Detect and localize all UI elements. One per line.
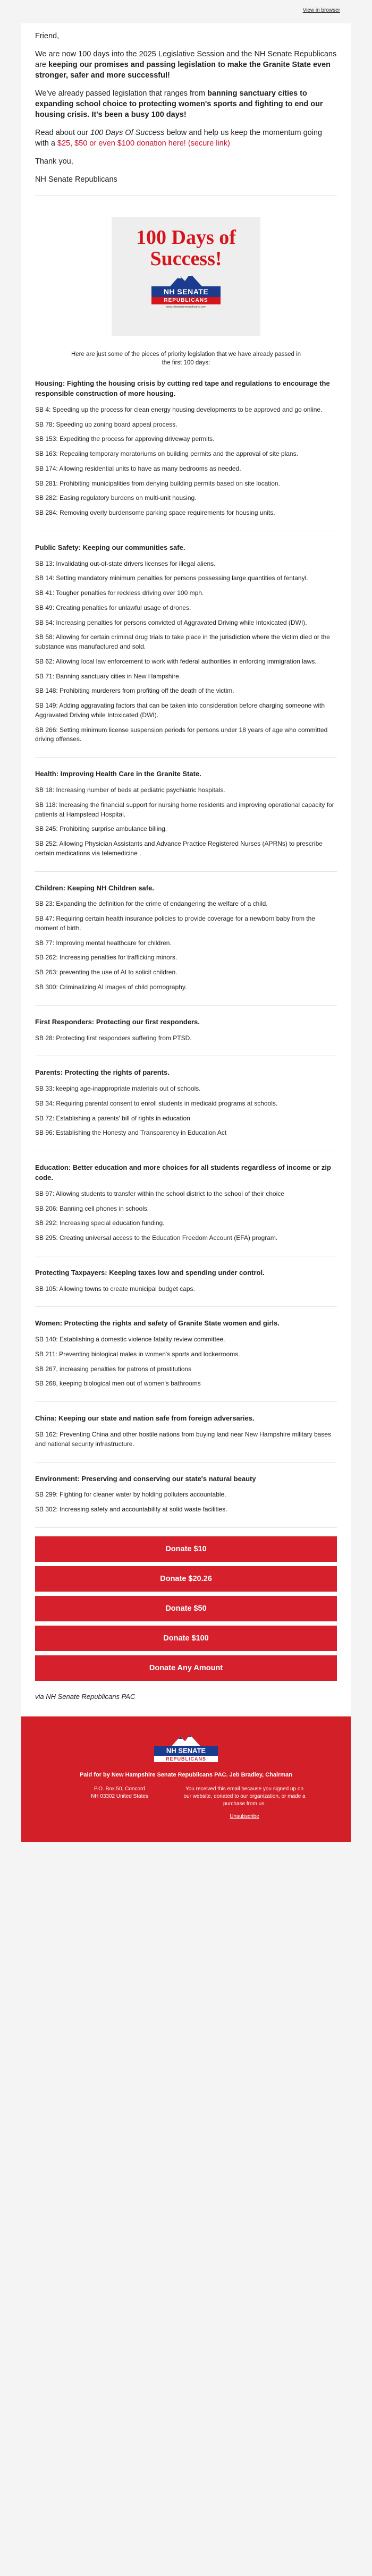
section-title: Protecting Taxpayers: Keeping taxes low and spending under control. [35, 1268, 265, 1277]
bill-item: SB 33: keeping age-inappropriate materials out of schools. [35, 1085, 201, 1093]
paid-for-by: Paid for by New Hampshire Senate Republicans PAC. Jeb Bradley, Chairman [80, 1771, 292, 1778]
view-in-browser-link[interactable]: View in browser [302, 7, 340, 13]
section-title: Housing: Fighting the housing crisis by cutting red tape and regulations to encourage the responsible construction of more housing. [35, 379, 330, 398]
legislation-section [21, 1256, 351, 1294]
bill-item: SB 148: Prohibiting murderers from profiting off the death of the victim. [35, 687, 234, 695]
legislation-section [21, 1151, 351, 1243]
bill-item: SB 262: Increasing penalties for trafficking minors. [35, 954, 177, 962]
section-divider [35, 1306, 337, 1307]
bill-item: SB 292: Increasing special education funding. [35, 1219, 165, 1227]
bill-item: SB 299: Fighting for cleaner water by holding polluters accountable. [35, 1491, 226, 1499]
logo-bottom-text: REPUBLICANS [151, 297, 221, 304]
legislation-section [21, 1462, 351, 1515]
bill-item: SB 149: Adding aggravating factors that can be taken into consideration before charging someone with Aggravated Driving while Intoxicated (DWI). [35, 702, 325, 719]
paragraph-1 [35, 49, 337, 81]
bill-item: SB 34: Requiring parental consent to enroll students in medicaid programs at schools. [35, 1099, 278, 1107]
section-divider [35, 757, 337, 758]
address-line-1: P.O. Box 50, Concord [94, 1786, 145, 1792]
section-divider [35, 871, 337, 872]
section-title: Public Safety: Keeping our communities safe. [35, 543, 185, 551]
bill-item: SB 54: Increasing penalties for persons convicted of Aggravated Driving while Intoxicated (DWI). [35, 618, 307, 626]
banner-title [112, 217, 260, 269]
bill-item: SB 174: Allowing residential units to have as many bedrooms as needed. [35, 464, 241, 472]
email-card [21, 23, 351, 1842]
top-bar [0, 0, 372, 23]
p2-text: We've already passed legislation that ranges from [35, 89, 208, 98]
bill-item: SB 41: Tougher penalties for reckless driving over 100 mph. [35, 589, 204, 597]
legislation-section [21, 871, 351, 992]
section-title: Environment: Preserving and conserving our state's natural beauty [35, 1474, 256, 1483]
bill-item: SB 105: Allowing towns to create municipal budget caps. [35, 1285, 195, 1293]
donate-buttons [21, 1528, 351, 1681]
legislation-section [21, 531, 351, 744]
paragraph-2 [35, 88, 337, 120]
footer [21, 1716, 351, 1842]
footer-mountain-icon [172, 1735, 200, 1746]
bill-item: SB 266: Setting minimum license suspension periods for persons under 18 years of age who committed driving offenses. [35, 726, 328, 743]
logo-url: www.nhsenaterepublicans.com [166, 305, 206, 309]
donate-10-button[interactable]: Donate $10 [35, 1536, 337, 1562]
unsubscribe-link[interactable]: Unsubscribe [230, 1813, 259, 1820]
donation-link[interactable]: $25, $50 or even $100 donation here! (secure link) [57, 139, 230, 148]
bill-item: SB 62: Allowing local law enforcement to work with federal authorities in enforcing immigration laws. [35, 657, 317, 665]
bill-item: SB 300: Criminalizing AI images of child pornography. [35, 983, 187, 991]
footer-logo [154, 1735, 218, 1762]
bill-item: SB 118: Increasing the financial support for nursing home residents and improving operational capacity for patients at Hampstead Hospital. [35, 801, 334, 818]
section-title: First Responders: Protecting our first responders. [35, 1017, 200, 1026]
address-line-2: NH 03302 United States [91, 1793, 148, 1799]
bill-item: SB 18: Increasing number of beds at pediatric psychiatric hospitals. [35, 786, 225, 794]
bill-item: SB 267, increasing penalties for patrons of prostitutions [35, 1365, 192, 1373]
legislation-sections [21, 379, 351, 1528]
bill-item: SB 23: Expanding the definition for the crime of endangering the welfare of a child. [35, 900, 268, 908]
p3-text-2: below and help us keep the momentum going with a [35, 129, 323, 148]
p2-bold: banning sanctuary cities to expanding school choice to protecting women's sports and fighting to end our housing crisis. It's been a busy 100 days! [35, 89, 323, 119]
intro-text: Here are just some of the pieces of priority legislation that we have already passed in the first 100 days: [71, 351, 301, 367]
footer-logo-bottom: REPUBLICANS [154, 1756, 218, 1762]
bill-item: SB 211: Preventing biological males in women's sports and lockerrooms. [35, 1350, 240, 1358]
bill-item: SB 140: Establishing a domestic violence fatality review committee. [35, 1336, 225, 1344]
p1-text: We are now 100 days into the 2025 Legislative Session and the NH Senate Republicans are [35, 50, 337, 69]
reason-text: You received this email because you signed up on our website, donated to our organization, or made a purchase from us. [183, 1786, 306, 1807]
divider [35, 195, 337, 196]
bill-item: SB 14: Setting mandatory minimum penalties for persons possessing large quantities of fentanyl. [35, 574, 308, 582]
bill-item: SB 245: Prohibiting surprise ambulance billing. [35, 825, 167, 833]
banner-title-line-2: Success! [150, 248, 222, 270]
mountain-icon [170, 274, 202, 286]
bill-item: SB 13: Invalidating out-of-state drivers licenses for illegal aliens. [35, 559, 216, 567]
section-title: Children: Keeping NH Children safe. [35, 883, 154, 892]
legislation-section [21, 1056, 351, 1138]
section-title: Education: Better education and more choices for all students regardless of income or zip code. [35, 1163, 331, 1181]
bill-item: SB 252: Allowing Physician Assistants and Advance Practice Registered Nurses (APRNs) to prescribe certain medications via telemedicine . [35, 840, 323, 857]
footer-columns [21, 1786, 351, 1821]
nh-senate-logo [151, 274, 221, 309]
bill-item: SB 71: Banning sanctuary cities in New Hampshire. [35, 672, 181, 680]
section-title: Health: Improving Health Care in the Granite State. [35, 770, 201, 778]
bill-item: SB 97: Allowing students to transfer within the school district to the school of their choice [35, 1189, 284, 1197]
bill-item: SB 96: Establishing the Honesty and Transparency in Education Act [35, 1129, 227, 1137]
thanks: Thank you, [35, 157, 73, 166]
banner-title-line-1: 100 Days of [136, 226, 236, 249]
logo-top-text: NH SENATE [151, 286, 221, 297]
section-divider [35, 1401, 337, 1402]
bill-item: SB 268, keeping biological men out of women's bathrooms [35, 1380, 201, 1388]
bill-item: SB 77: Improving mental healthcare for children. [35, 939, 172, 947]
bill-item: SB 295: Creating universal access to the Education Freedom Account (EFA) program. [35, 1234, 278, 1242]
donate-20-26-button[interactable]: Donate $20.26 [35, 1566, 337, 1592]
bill-item: SB 78: Speeding up zoning board appeal process. [35, 420, 177, 428]
footer-logo-top: NH SENATE [154, 1746, 218, 1756]
bill-item: SB 47: Requiring certain health insurance policies to provide coverage for a newborn baby from the moment of birth. [35, 915, 315, 932]
legislation-section [21, 1306, 351, 1389]
paragraph-3 [35, 127, 337, 149]
bill-item: SB 302: Increasing safety and accountability at solid waste facilities. [35, 1506, 227, 1514]
footer-address [66, 1786, 183, 1821]
bill-item: SB 4: Speeding up the process for clean energy housing developments to be approved and go online. [35, 405, 323, 413]
section-divider [35, 1462, 337, 1463]
section-title: Women: Protecting the rights and safety of Granite State women and girls. [35, 1319, 280, 1328]
section-title: China: Keeping our state and nation safe from foreign adversaries. [35, 1414, 255, 1423]
letter-body [21, 23, 351, 195]
legislation-section [21, 1401, 351, 1449]
legislation-section [21, 757, 351, 858]
legislation-section [21, 1005, 351, 1043]
bill-item: SB 58: Allowing for certain criminal drug trials to take place in the jurisdiction where the victim died or the substance was manufactured and sold. [35, 633, 330, 651]
success-banner-image [112, 217, 260, 336]
bill-item: SB 72: Establishing a parents' bill of rights in education [35, 1114, 190, 1122]
bill-item: SB 153: Expediting the process for approving driveway permits. [35, 435, 215, 443]
p1-bold: keeping our promises and passing legislation to make the Granite State even stronger, safer and more successful! [35, 61, 331, 80]
legislation-section [21, 379, 351, 518]
bill-item: SB 206: Banning cell phones in schools. [35, 1204, 149, 1212]
donate-any-amount-button[interactable]: Donate Any Amount [35, 1655, 337, 1681]
p3-italic: 100 Days Of Success [90, 129, 165, 137]
p3-text: Read about our [35, 129, 90, 137]
via-pac: via NH Senate Republicans PAC [35, 1692, 136, 1701]
greeting: Friend, [35, 32, 60, 40]
signoff: NH Senate Republicans [35, 175, 117, 184]
bill-item: SB 282: Easing regulatory burdens on multi-unit housing. [35, 494, 197, 502]
bill-item: SB 28: Protecting first responders suffering from PTSD. [35, 1034, 192, 1042]
footer-reason [183, 1786, 306, 1821]
section-divider [35, 1005, 337, 1006]
bill-item: SB 281: Prohibiting municipalities from denying building permits based on site location. [35, 479, 280, 487]
bill-item: SB 263: preventing the use of AI to solicit children. [35, 968, 177, 976]
donate-100-button[interactable]: Donate $100 [35, 1626, 337, 1651]
bill-item: SB 284: Removing overly burdensome parking space requirements for housing units. [35, 509, 275, 517]
donate-50-button[interactable]: Donate $50 [35, 1596, 337, 1621]
bill-item: SB 162: Preventing China and other hostile nations from buying land near New Hampshire military bases and national security infrastructure. [35, 1431, 331, 1448]
bill-item: SB 49: Creating penalties for unlawful usage of drones. [35, 603, 191, 611]
bill-item: SB 163: Repealing temporary moratoriums on building permits and the approval of site plans. [35, 450, 298, 458]
section-title: Parents: Protecting the rights of parents. [35, 1068, 170, 1077]
